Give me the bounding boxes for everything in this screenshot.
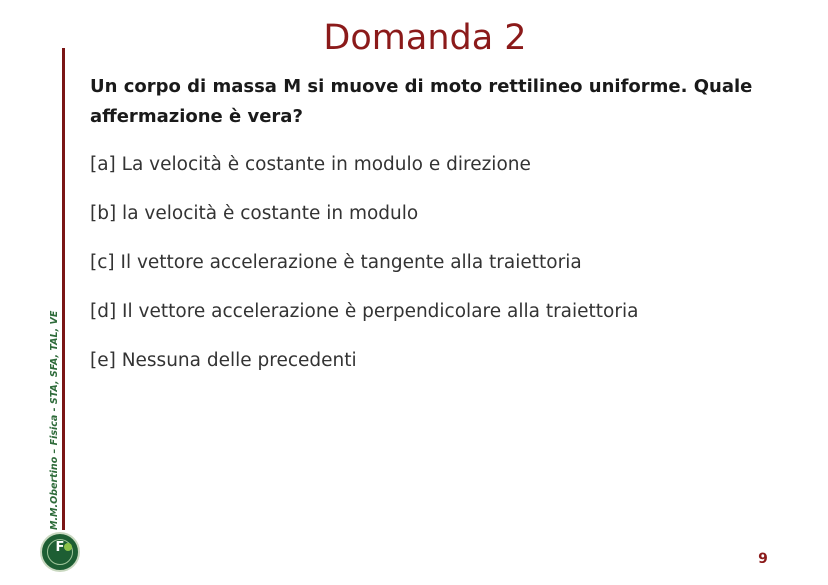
option-e: [e] Nessuna delle precedenti xyxy=(90,350,357,371)
option-c: [c] Il vettore accelerazione è tangente alla traiettoria xyxy=(90,252,582,273)
option-d: [d] Il vettore accelerazione è perpendicolare alla traiettoria xyxy=(90,301,639,322)
page-number: 9 xyxy=(758,551,768,567)
university-seal-icon xyxy=(40,532,80,572)
seal-mark: F xyxy=(55,540,65,555)
vertical-divider xyxy=(62,48,65,530)
sidebar-credit: M.M.Obertino – Fisica - STA, SFA, TAL, VE xyxy=(49,310,60,530)
answer-options-list xyxy=(90,150,790,395)
question-text: Un corpo di massa M si muove di moto rettilineo uniforme. Quale affermazione è vera? xyxy=(90,76,753,127)
seal-leaf-dot xyxy=(64,543,72,551)
slide-title: Domanda 2 xyxy=(323,18,527,58)
option-b: [b] la velocità è costante in modulo xyxy=(90,203,419,224)
option-a: [a] La velocità è costante in modulo e direzione xyxy=(90,154,531,175)
